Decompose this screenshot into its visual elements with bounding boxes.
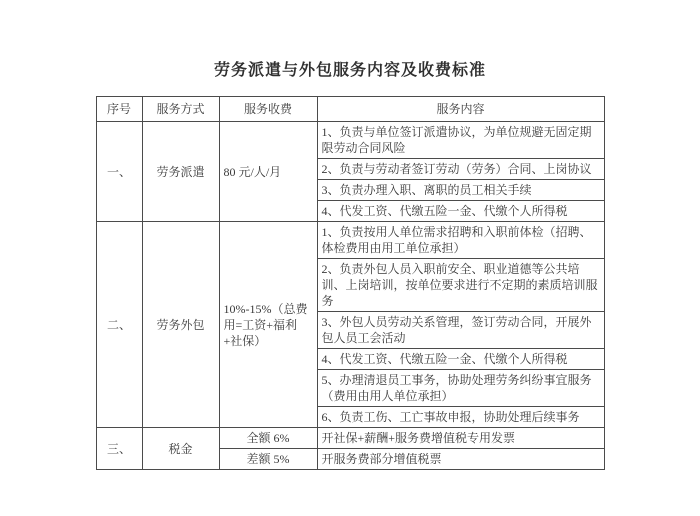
service-method: 劳务外包 (142, 222, 219, 428)
table-row (96, 428, 604, 449)
service-item: 开服务费部分增值税票 (317, 449, 604, 470)
header-cell-index: 序号 (96, 97, 142, 122)
service-item: 2、负责外包人员入职前安全、职业道德等公共培训、上岗培训，按单位要求进行不定期的素质培训服务 (317, 259, 604, 312)
fee-table (96, 96, 605, 470)
service-item: 开社保+薪酬+服务费增值税专用发票 (317, 428, 604, 449)
table-header-row (96, 97, 604, 122)
service-fee: 差额 5% (219, 449, 317, 470)
section-index: 一、 (96, 122, 142, 222)
service-method: 税金 (142, 428, 219, 470)
service-fee: 全额 6% (219, 428, 317, 449)
service-item: 4、代发工资、代缴五险一金、代缴个人所得税 (317, 349, 604, 370)
page-title: 劳务派遣与外包服务内容及收费标准 (213, 62, 486, 79)
service-item: 2、负责与劳动者签订劳动（劳务）合同、上岗协议 (317, 159, 604, 180)
service-method: 劳务派遣 (142, 122, 219, 222)
header-cell-content: 服务内容 (317, 97, 604, 122)
service-item: 1、负责与单位签订派遣协议，为单位规避无固定期限劳动合同风险 (317, 122, 604, 159)
header-cell-fee: 服务收费 (219, 97, 317, 122)
service-item: 1、负责按用人单位需求招聘和入职前体检（招聘、体检费用由用工单位承担） (317, 222, 604, 259)
service-fee: 10%-15%（总费用=工资+福利+社保） (219, 222, 317, 428)
header-cell-method: 服务方式 (142, 97, 219, 122)
section-index: 二、 (96, 222, 142, 428)
service-item: 3、负责办理入职、离职的员工相关手续 (317, 180, 604, 201)
service-item: 4、代发工资、代缴五险一金、代缴个人所得税 (317, 201, 604, 222)
table-row (96, 222, 604, 259)
service-item: 6、负责工伤、工亡事故申报，协助处理后续事务 (317, 407, 604, 428)
service-fee: 80 元/人/月 (219, 122, 317, 222)
section-index: 三、 (96, 428, 142, 470)
table-row (96, 122, 604, 159)
service-item: 5、办理清退员工事务，协助处理劳务纠纷事宜服务（费用由用人单位承担） (317, 370, 604, 407)
service-item: 3、外包人员劳动关系管理，签订劳动合同，开展外包人员工会活动 (317, 312, 604, 349)
